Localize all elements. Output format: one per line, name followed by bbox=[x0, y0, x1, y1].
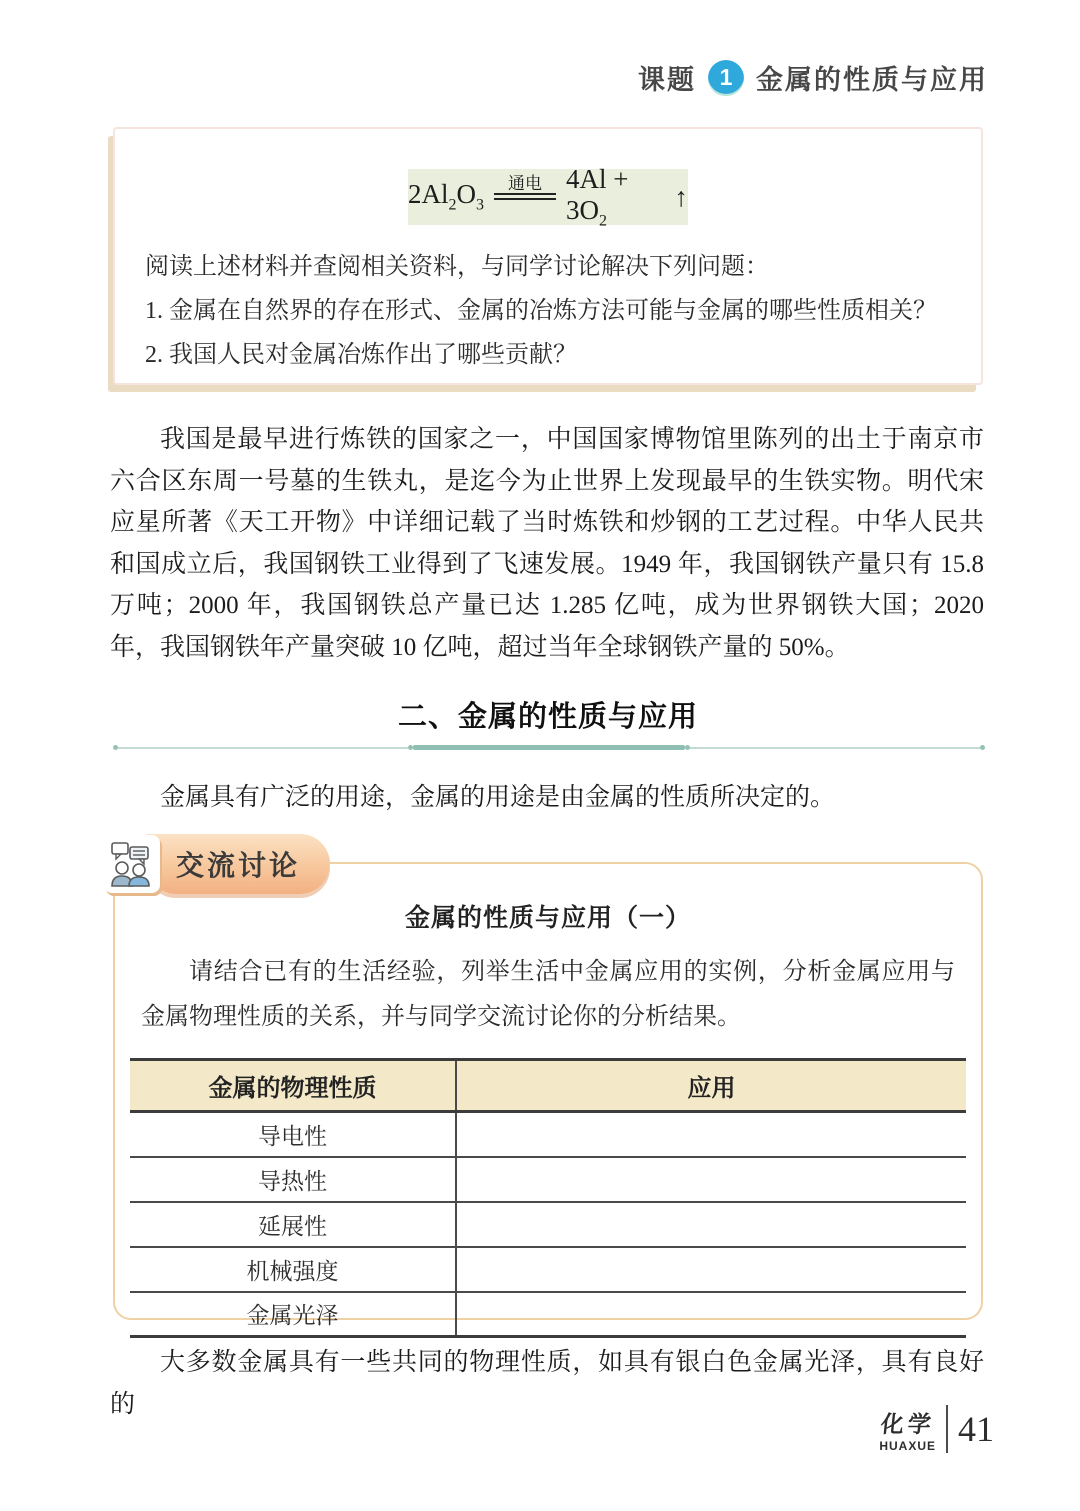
property-cell: 导热性 bbox=[130, 1157, 456, 1202]
application-cell bbox=[456, 1157, 966, 1202]
gas-up-arrow-icon: ↑ bbox=[674, 181, 688, 212]
lesson-number-badge-icon: 1 bbox=[708, 60, 744, 96]
property-cell: 机械强度 bbox=[130, 1247, 456, 1292]
subject-logo bbox=[879, 1406, 936, 1453]
table-row bbox=[130, 1157, 966, 1202]
condition-text: 通电 bbox=[508, 174, 542, 193]
application-cell bbox=[456, 1247, 966, 1292]
table-row bbox=[130, 1112, 966, 1157]
property-cell: 金属光泽 bbox=[130, 1292, 456, 1337]
double-line-icon bbox=[494, 193, 556, 200]
paragraph-metal-uses: 金属具有广泛的用途，金属的用途是由金属的性质所决定的。 bbox=[160, 784, 836, 811]
divider-thin-left bbox=[118, 747, 408, 749]
chemical-equation bbox=[408, 163, 688, 230]
divider-thick-center bbox=[413, 745, 685, 750]
material-text bbox=[115, 225, 981, 377]
discussion-instructions: 请结合已有的生活经验，列举生活中金属应用的实例，分析金属应用与金属物理性质的关系，并与同学交流讨论你的分析结果。 bbox=[141, 959, 955, 1030]
discussion-people-icon bbox=[104, 835, 160, 893]
material-question-1: 1. 金属在自然界的存在形式、金属的冶炼方法可能与金属的哪些性质相关？ bbox=[145, 298, 937, 324]
discussion-box bbox=[113, 862, 983, 1329]
footer-divider bbox=[946, 1405, 948, 1453]
divider-dot-right bbox=[980, 745, 985, 750]
material-question-2: 2. 我国人民对金属冶炼作出了哪些贡献？ bbox=[145, 342, 577, 368]
discussion-title: 金属的性质与应用（一） bbox=[404, 905, 691, 932]
divider-thin-right bbox=[690, 747, 980, 749]
equation-condition bbox=[494, 174, 556, 200]
table-row bbox=[130, 1292, 966, 1337]
lesson-label: 课题 bbox=[638, 65, 696, 95]
property-cell: 延展性 bbox=[130, 1202, 456, 1247]
lesson-title: 金属的性质与应用 bbox=[756, 65, 988, 95]
table-header-row bbox=[130, 1060, 966, 1112]
table-header-application: 应用 bbox=[456, 1060, 966, 1112]
section-heading: 二、金属的性质与应用 bbox=[397, 701, 698, 733]
table-header-property: 金属的物理性质 bbox=[130, 1060, 456, 1112]
section-divider bbox=[113, 744, 985, 751]
discussion-badge bbox=[104, 834, 330, 894]
discussion-badge-label: 交流讨论 bbox=[146, 834, 330, 894]
page-header bbox=[638, 58, 988, 97]
table-row bbox=[130, 1202, 966, 1247]
application-cell bbox=[456, 1292, 966, 1337]
equation-lhs: $2Al_2O_3$ bbox=[408, 179, 484, 214]
equation-rhs: $4Al + 3O_2$ bbox=[566, 163, 629, 230]
property-cell: 导电性 bbox=[130, 1112, 456, 1157]
application-cell bbox=[456, 1112, 966, 1157]
material-intro: 阅读上述材料并查阅相关资料，与同学讨论解决下列问题： bbox=[145, 254, 769, 280]
properties-table bbox=[130, 1058, 966, 1338]
subject-name-en: HUAXUE bbox=[879, 1438, 936, 1453]
page-number: 41 bbox=[958, 1409, 994, 1449]
paragraph-iron-history: 我国是最早进行炼铁的国家之一，中国国家博物馆里陈列的出土于南京市六合区东周一号墓的生铁丸，是迄今为止世界上发现最早的生铁实物。明代宋应星所著《天工开物》中详细记载了当时炼铁和炒钢的工艺过程。中华人民共和国成立后，我国钢铁工业得到了飞速发展。1949 年，我国钢铁产量只有 15.8 万吨；2000 年，我国钢铁总产量已达 1.285 亿吨，成为世界钢铁大国；2020 年，我国钢铁年产量突破 10 亿吨，超过当年全球钢铁产量的 50%。 bbox=[110, 426, 984, 661]
application-cell bbox=[456, 1202, 966, 1247]
table-row bbox=[130, 1247, 966, 1292]
paragraph-common-properties: 大多数金属具有一些共同的物理性质，如具有银白色金属光泽，具有良好的 bbox=[110, 1349, 984, 1418]
subject-name-cn: 化学 bbox=[879, 1410, 936, 1437]
page-footer bbox=[879, 1405, 994, 1453]
material-box bbox=[113, 127, 983, 385]
